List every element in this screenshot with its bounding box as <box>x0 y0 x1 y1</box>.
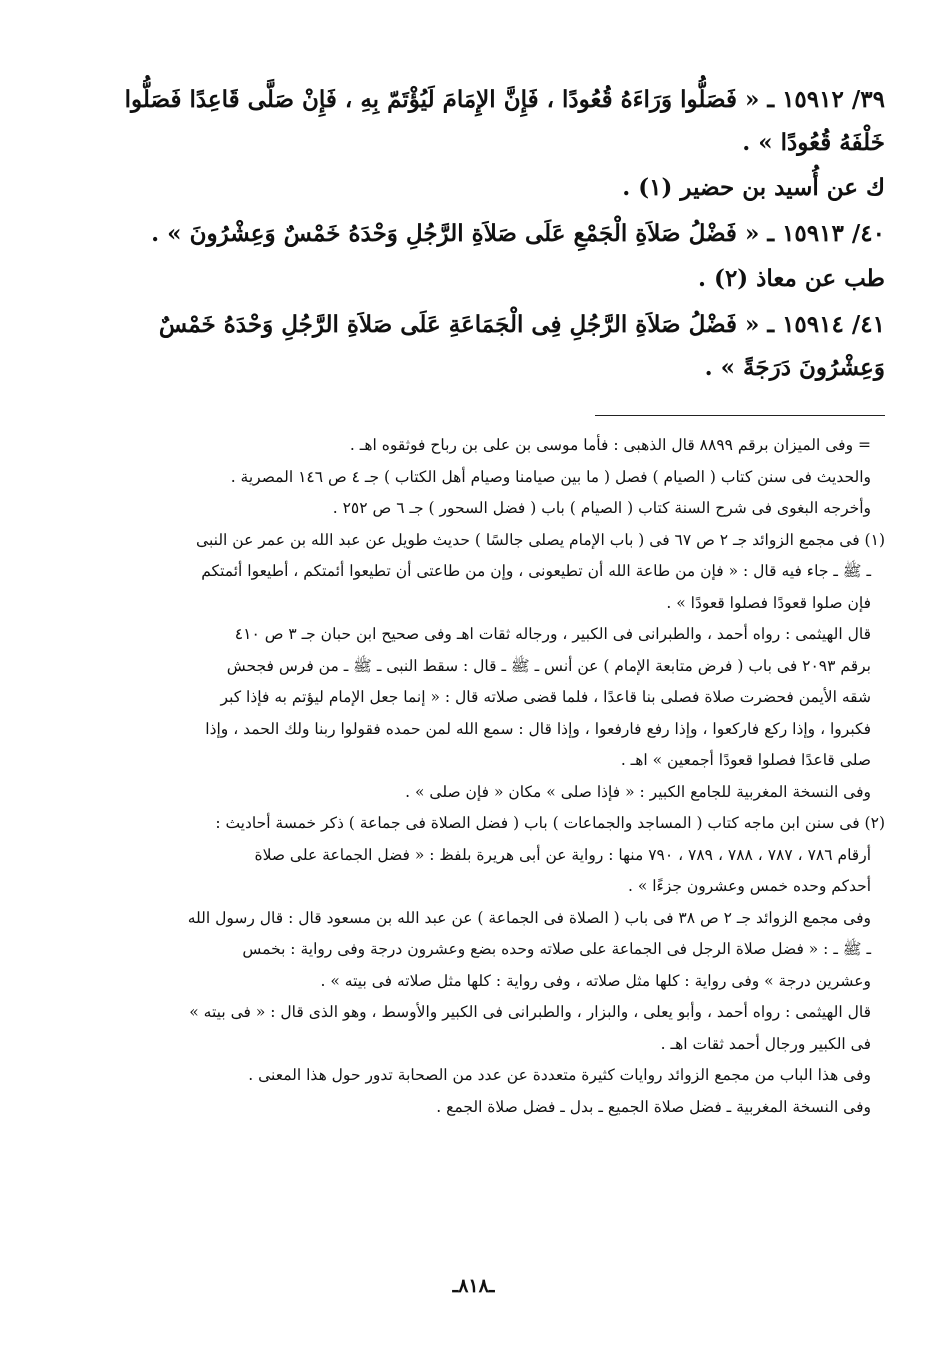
hadith-39 <box>70 78 885 164</box>
hadith-39-line1: ٣٩/ ١٥٩١٢ ـ « فَصَلُّوا وَرَاءَهُ قُعُودًا ، فَإِنَّ الإِمَامَ لَيُؤْتَمّ بِهِ ، فَإِنْ صَلَّى قَاعِدًا فَصَلُّوا <box>124 86 885 113</box>
footnote-line: ـ ﷺ ـ جاء فيه قال : « فإن من طاعة الله أن تطيعونى ، وإن من طاعتى أن تطيعوا أئمتكم ، أطيعوا أئمتكم <box>201 562 871 580</box>
footnote-line: وفى هذا الباب من مجمع الزوائد روايات كثيرة متعددة عن عدد من الصحابة تدور حول هذا المعنى . <box>248 1066 871 1084</box>
footnote-line: ـ ﷺ ـ : « فضل صلاة الرجل فى الجماعة على صلاته وحده بضع وعشرون درجة وفى رواية : بخمس <box>242 940 871 958</box>
footnote-line: وعشرين درجة » وفى رواية : كلها مثل صلاته ، وفى رواية : كلها مثل صلاته فى بيته » . <box>320 971 871 990</box>
footnote-line: برقم ٢٠٩٣ فى باب ( فرض متابعة الإمام ) عن أنس ـ ﷺ ـ قال : سقط النبى ـ ﷺ ـ من فرس فجحش <box>226 656 871 675</box>
footnote-2-start: (٢) فى سنن ابن ماجه كتاب ( المساجد والجماعات ) باب ( فضل الصلاة فى جماعة ) ذكر خمسة أحاديث : <box>215 814 885 832</box>
footnote-line: وأخرجه البغوى فى شرح السنة كتاب ( الصيام ) باب ( فضل السحور ) جـ ٦ ص ٢٥٢ . <box>332 499 871 517</box>
footnote-line: قال الهيثمى : رواه أحمد ، وأبو يعلى ، والبزار ، والطبرانى فى الكبير والأوسط ، وهو الذى قال : « فى بيته » <box>189 1003 871 1021</box>
hadith-40: ٤٠/ ١٥٩١٣ ـ « فَضْلُ صَلاَةِ الْجَمْعِ عَلَى صَلاَةِ الرَّجُلِ وَحْدَهُ خَمْسٌ وَعِشْرُونَ » . <box>151 220 885 247</box>
footnote-line: وفى مجمع الزوائد جـ ٢ ص ٣٨ فى باب ( الصلاة فى الجماعة ) عن عبد الله بن مسعود قال : قال رسول الله <box>187 908 871 927</box>
page-body <box>70 78 885 1123</box>
footnote-1-start: (١) فى مجمع الزوائد جـ ٢ ص ٦٧ فى ( باب الإمام يصلى جالسًا ) حديث طويل عن عبد الله بن عمر عن النبى <box>196 530 885 549</box>
hadith-41-line2: وَعِشْرُونَ دَرَجَةً » . <box>704 354 885 381</box>
footnote-line: أرقام ٧٨٦ ، ٧٨٧ ، ٧٨٨ ، ٧٨٩ ، ٧٩٠ منها : رواية عن أبى هريرة بلفظ : « فضل الجماعة على صلاة <box>254 845 871 864</box>
hadith-40-source: طب عن معاذ (٢) . <box>698 265 885 292</box>
footnote-separator <box>595 415 885 416</box>
page-number: ـ٨١٨ـ <box>452 1275 495 1297</box>
footnote-line: = وفى الميزان برقم ٨٨٩٩ قال الذهبى : فأما موسى بن على بن رباح فوثقوه اهـ . <box>349 436 871 454</box>
footnote-line: فإن صلوا قعودًا فصلوا قعودًا » . <box>666 593 871 612</box>
hadith-39-source: ك عن أُسيد بن حضير (١) . <box>622 174 885 201</box>
footnote-line: فكبروا ، وإذا ركع فاركعوا ، وإذا رفع فارفعوا ، وإذا قال : سمع الله لمن حمده فقولوا ربنا ولك الحمد ، وإذا <box>205 719 871 738</box>
footnote-line: فى الكبير ورجال أحمد ثقات اهـ . <box>660 1034 871 1053</box>
footnote-line: وفى النسخة المغربية للجامع الكبير : « فإذا صلى » مكان « فإن صلى » . <box>405 782 871 801</box>
hadith-41 <box>70 303 885 389</box>
footnotes <box>70 430 885 1123</box>
footnote-line: صلى قاعدًا فصلوا قعودًا أجمعين » اهـ . <box>620 751 871 769</box>
footnote-line: شقه الأيمن فحضرت صلاة فصلى بنا قاعدًا ، فلما قضى صلاته قال : « إنما جعل الإمام ليؤتم به فإذا كبر <box>220 688 871 706</box>
footnote-line: والحديث فى سنن كتاب ( الصيام ) فصل ( ما بين صيامنا وصيام أهل الكتاب ) جـ ٤ ص ١٤٦ المصرية . <box>230 467 871 486</box>
hadith-41-line1: ٤١/ ١٥٩١٤ ـ « فَضْلُ صَلاَةِ الرَّجُلِ فِى الْجَمَاعَةِ عَلَى صَلاَةِ الرَّجُلِ وَحْدَهُ خَمْسٌ <box>158 311 885 338</box>
footnote-line: وفى النسخة المغربية ـ فضل صلاة الجميع ـ بدل ـ فضل صلاة الجمع . <box>436 1097 871 1116</box>
footnote-line: أحدكم وحده خمس وعشرون جزءًا » . <box>627 877 871 895</box>
footnote-line: قال الهيثمى : رواه أحمد ، والطبرانى فى الكبير ، ورجاله ثقات اهـ وفى صحيح ابن حبان جـ ٣ ص ٤١٠ <box>234 625 871 643</box>
hadith-39-line2: خَلْفَهُ قُعُودًا » . <box>742 129 885 156</box>
